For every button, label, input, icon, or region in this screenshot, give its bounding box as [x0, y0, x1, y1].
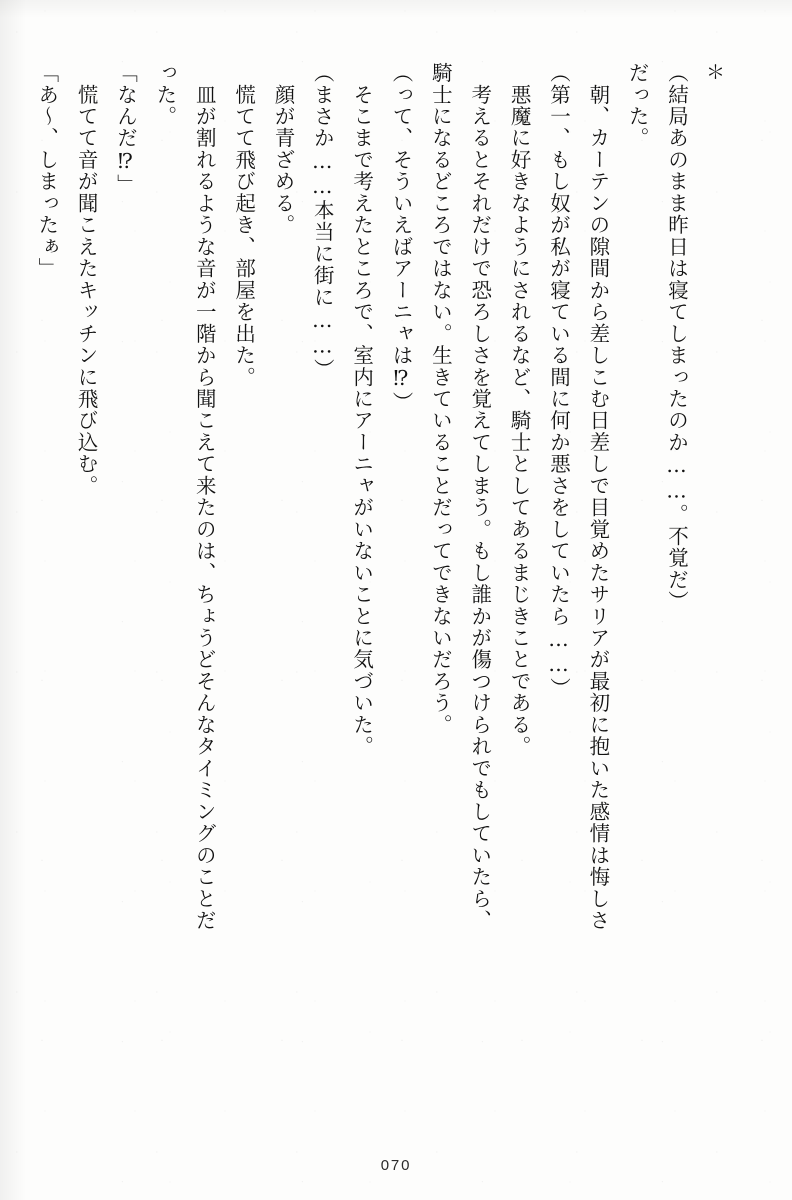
text-column: （結局あのまま昨日は寝てしまったのか……。不覚だ）	[664, 62, 689, 613]
page-edge-shade-left	[0, 0, 26, 1200]
page-number: 070	[380, 1157, 412, 1174]
text-column: （第一、もし奴が私が寝ている間に何か悪さをしていたら……）	[546, 62, 571, 700]
text-column: 慌てて飛び起き、部屋を出た。	[231, 62, 256, 388]
text-column: 慌てて音が聞こえたキッチンに飛び込む。	[74, 62, 99, 497]
text-column: 皿が割れるような音が一階から聞こえて来たのは、ちょうどそんなタイミングのことだ	[192, 62, 217, 932]
text-column: 「なんだ⁉」	[113, 62, 138, 196]
text-column: った。	[152, 62, 177, 128]
text-column: そこまで考えたところで、室内にアーニャがいないことに気づいた。	[349, 62, 374, 758]
section-divider-mark: ＊	[703, 62, 725, 83]
text-column: 悪魔に好きなようにされるなど、騎士としてあるまじきことである。	[507, 62, 532, 758]
vertical-text-body	[34, 62, 732, 1122]
text-column: 「あ〜、しまったぁ」	[34, 62, 59, 280]
page-edge-shade-top	[0, 0, 792, 18]
text-column: 顔が青ざめる。	[270, 62, 295, 236]
text-column: 朝、カーテンの隙間から差しこむ日差しで目覚めたサリアが最初に抱いた感情は悔しさ	[585, 62, 610, 932]
text-column: （って、そういえばアーニャは⁉）	[389, 62, 414, 414]
text-column: 騎士になるどころではない。生きていることだってできないだろう。	[428, 62, 453, 736]
text-column: 考えるとそれだけで恐ろしさを覚えてしまう。もし誰かが傷つけられでもしていたら、	[467, 62, 492, 932]
text-column: だった。	[625, 62, 650, 149]
text-column: （まさか……本当に街に……）	[310, 62, 335, 381]
